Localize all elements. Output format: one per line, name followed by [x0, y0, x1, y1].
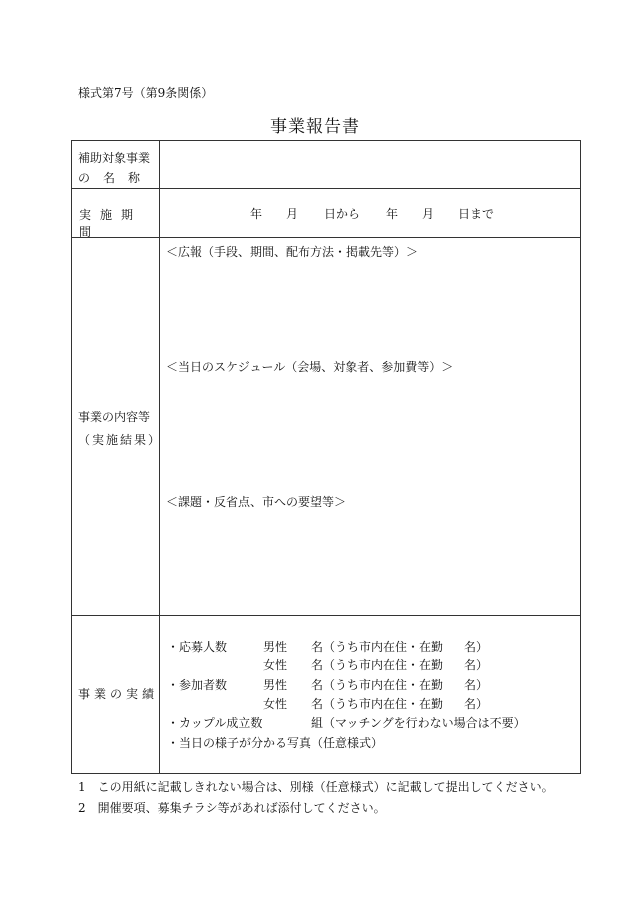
- photo-text: ・当日の様子が分かる写真（任意様式）: [167, 736, 384, 750]
- content-field[interactable]: [160, 237, 580, 615]
- project-name-field[interactable]: [160, 141, 580, 188]
- note-1: 1 この用紙に記載しきれない場合は、別様（任意様式）に記載して提出してください。: [78, 780, 554, 794]
- period-month-2: 月: [422, 207, 435, 221]
- section-pr-heading: ＜広報（手段、期間、配布方法・掲載先等）＞: [166, 245, 419, 259]
- project-name-label-line2: の 名 称: [78, 171, 140, 185]
- section-schedule-heading: ＜当日のスケジュール（会場、対象者、参加費等）＞: [166, 360, 454, 374]
- form-number: 様式第7号（第9条関係）: [78, 86, 214, 100]
- applicants-male-count-text: 名（うち市内在住・在勤: [311, 640, 444, 654]
- period-day-1: 日から: [324, 207, 361, 221]
- project-name-label: [72, 149, 159, 186]
- results-label: 事業の実績: [78, 687, 159, 701]
- applicants-female-label: 女性: [263, 658, 288, 672]
- applicants-female-count-suffix: 名）: [464, 658, 489, 672]
- applicants-male-count-suffix: 名）: [464, 640, 489, 654]
- participants-female-count-suffix: 名）: [464, 697, 489, 711]
- content-label: 事業の内容等 （実施結果）: [78, 410, 163, 447]
- applicants-male-label: 男性: [263, 640, 288, 654]
- participants-female-count-text: 名（うち市内在住・在勤: [311, 697, 444, 711]
- note-2: 2 開催要項、募集チラシ等があれば添付してください。: [78, 801, 386, 815]
- period-year-1: 年: [250, 207, 263, 221]
- participants-male-label: 男性: [263, 678, 288, 692]
- period-month-1: 月: [286, 207, 299, 221]
- period-label: 実施期間: [79, 208, 143, 239]
- couples-label: ・カップル成立数: [167, 716, 263, 730]
- participants-female-label: 女性: [263, 697, 288, 711]
- couples-text: 組（マッチングを行わない場合は不要）: [311, 716, 526, 730]
- report-table: [71, 140, 581, 774]
- participants-label: ・参加者数: [167, 678, 228, 692]
- project-name-label-line1: 補助対象事業: [78, 151, 151, 165]
- row-divider-1: [72, 188, 580, 189]
- applicants-label: ・応募人数: [167, 640, 228, 654]
- results-field: [160, 615, 580, 773]
- participants-male-count-suffix: 名）: [464, 678, 489, 692]
- document-title: 事業報告書: [270, 117, 360, 137]
- period-year-2: 年: [386, 207, 399, 221]
- applicants-female-count-text: 名（うち市内在住・在勤: [311, 658, 444, 672]
- participants-male-count-text: 名（うち市内在住・在勤: [311, 678, 444, 692]
- section-issues-heading: ＜課題・反省点、市への要望等＞: [166, 495, 347, 509]
- period-day-2: 日まで: [458, 207, 495, 221]
